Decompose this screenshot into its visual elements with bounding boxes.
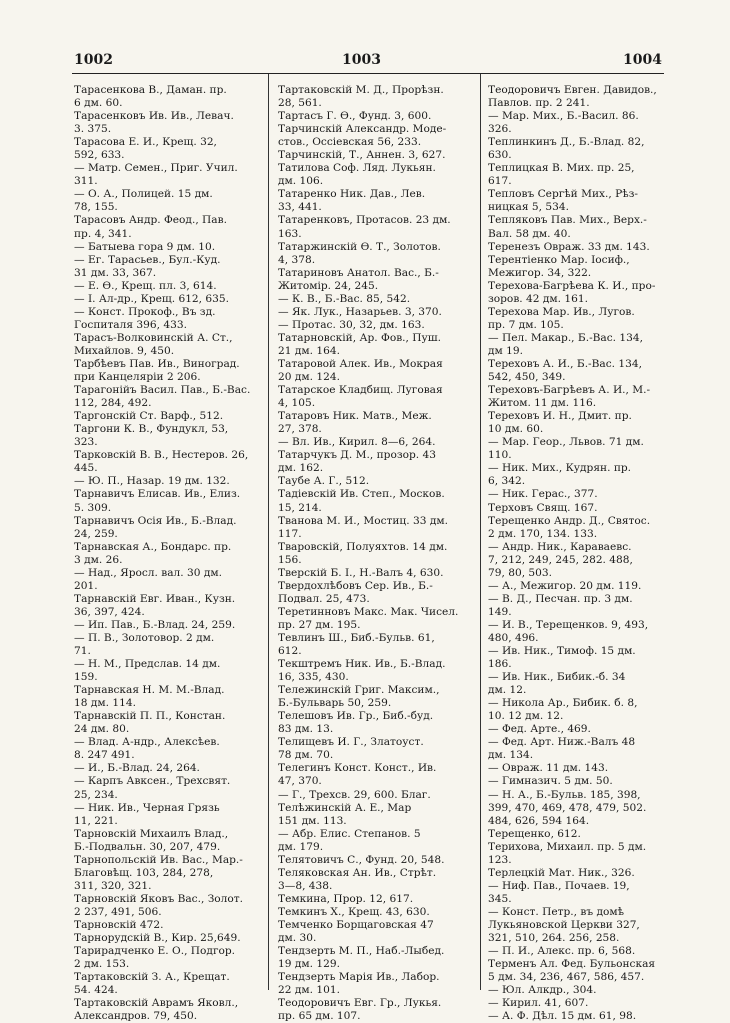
directory-entry-line: 6 дм. 60. [74,97,123,110]
directory-entry-line: дм 19. [488,344,523,357]
directory-entry-line: Тарнавичъ Елисав. Ив., Елиз. [74,488,241,501]
directory-entry-line: Тарчинскій Александр. Моде- [278,123,447,136]
directory-entry-line: 21 дм. 164. [278,344,340,357]
header-rule [72,73,664,74]
directory-entry-line: — Г., Трехсв. 29, 600. Благ. [278,788,431,801]
directory-entry-line: — К. В., Б.-Вас. 85, 542. [278,292,411,305]
directory-entry-line: Тарнавичъ Осія Ив., Б.-Влад. [74,514,237,527]
directory-entry-line: — Ю. П., Назар. 19 дм. 132. [74,475,230,488]
directory-entry-line: — Ниф. Пав., Почаев. 19, [488,879,630,892]
directory-entry-line: 19 дм. 129. [278,958,340,971]
directory-entry-line: Терехова Мар. Ив., Лугов. [488,305,635,318]
directory-entry-line: — Батыева гора 9 дм. 10. [74,240,216,253]
directory-entry-line: — Протас. 30, 32, дм. 163. [278,318,425,331]
directory-entry-line: 3—8, 438. [278,879,333,892]
directory-entry-line: 4, 378. [278,253,316,266]
directory-entry-line: 311, 320, 321. [74,879,152,892]
directory-entry-line: — І. Ал-др., Крещ. 612, 635. [74,292,229,305]
directory-entry-line: 484, 626, 594 164. [488,814,590,827]
directory-entry-line: Татаржинскій Ө. Т., Золотов. [278,240,441,253]
directory-entry-line: дм. 30. [278,932,317,945]
directory-entry-line: Тарковскій В. В., Нестеров. 26, [74,449,249,462]
directory-entry-line: Твердохлѣбовъ Сер. Ив., Б.- [278,579,433,592]
directory-entry-line: 8. 247 491. [74,749,135,762]
directory-entry-line: 24 дм. 80. [74,723,130,736]
directory-entry-line: 54. 424. [74,984,118,997]
directory-entry-line: Терещенко, 612. [488,827,581,840]
directory-entry-line: 480, 496. [488,631,539,644]
directory-entry-line: Лукьяновской Церкви 327, [488,919,640,931]
page-number-center: 1003 [342,52,381,68]
directory-entry-line: 24, 259. [74,527,118,540]
directory-entry-line: 78, 155. [74,201,118,214]
directory-entry-line: Тарнавская Н. М. М.-Влад. [74,684,225,697]
directory-entry-line: Тадіевскій Ив. Степ., Москов. [278,488,445,501]
directory-entry-line: — Кирил. 41, 607. [488,997,589,1010]
directory-entry-line: — Юл. Алкдр., 304. [488,984,597,997]
directory-entry-line: — Влад. А-ндр., Алексѣев. [74,736,220,749]
directory-entry-line: Темченко Борщаговская 47 [278,919,434,931]
directory-entry-line: — Над., Яросл. вал. 30 дм. [74,566,222,579]
page-number-left: 1002 [74,52,113,68]
directory-entry-line: Темкина, Прор. 12, 617. [278,892,414,905]
directory-entry-line: — Фед. Арте., 469. [488,723,591,736]
directory-entry-line: Александров. 79, 450. [74,1010,198,1023]
directory-entry-line: 5. 309. [74,501,112,514]
directory-entry-line: 2 дм. 170, 134. 133. [488,527,598,540]
directory-entry-line: 31 дм. 33, 367. [74,266,157,279]
directory-entry-line: — Н. А., Б.-Бульв. 185, 398, [488,788,641,801]
directory-entry-line: Терещенко Андр. Д., Святос. [488,514,651,527]
directory-entry-line: Тевлинъ Ш., Биб.-Бульв. 61, [278,631,435,644]
directory-entry-line: — П. И., Алекс. пр. 6, 568. [488,945,636,958]
directory-entry-line: 151 дм. 113. [278,814,347,827]
directory-entry-line: дм. 179. [278,840,324,853]
directory-entry-line: — Вл. Ив., Кирил. 8—6, 264. [278,436,436,449]
directory-entry-line: — Мар. Геор., Львов. 71 дм. [488,436,644,449]
directory-entry-line: Тарасовъ Андр. Феод., Пав. [74,214,227,227]
directory-entry-line: — Матр. Семен., Приг. Учил. [74,162,238,175]
directory-entry-line: 612. [278,645,302,658]
directory-entry-line: Тарасенковъ Ив. Ив., Левач. [74,110,234,123]
directory-entry-line: дм. 134. [488,749,534,762]
directory-entry-line: 16, 335, 430. [278,671,349,684]
directory-entry-line: 326. [488,123,512,136]
directory-entry-line: Телегинъ Конст. Конст., Ив. [278,762,437,775]
directory-entry-line: Вал. 58 дм. 40. [488,227,571,240]
directory-entry-line: Житом. 11 дм. 116. [488,397,597,410]
directory-entry-line: Подвал. 25, 473. [278,592,370,605]
directory-entry-line: — В. Д., Песчан. пр. 3 дм. [488,592,633,605]
directory-entry-line: Тереховъ А. И., Б.-Вас. 134, [488,357,642,370]
directory-entry-line: — Е. Ө., Крещ. пл. 3, 614. [74,279,217,292]
directory-entry-line: 2 237, 491, 506. [74,905,162,918]
directory-entry-line: Телѣжинскій А. Е., Мар [278,801,412,814]
directory-entry-line: — Никола Ар., Бибик. б. 8, [488,697,638,710]
directory-entry-line: Тендзерть М. П., Наб.-Лыбед. [278,945,445,958]
directory-entry-line: Таргонскій Ст. Варф., 512. [74,410,224,423]
directory-entry-line: 630. [488,149,512,162]
directory-entry-line: Тепловъ Сергѣй Мих., Рѣз- [488,188,638,201]
directory-entry-line: дм. 162. [278,462,324,475]
directory-entry-line: 345. [488,892,512,905]
directory-entry-line: — Ив. Ник., Бибик.-б. 34 [488,671,626,684]
directory-entry-line: Тарнавская А., Бондарс. пр. [74,540,232,553]
directory-entry-line: Тверскій Б. І., Н.-Валъ 4, 630. [278,566,444,579]
directory-entry-line: Тарнавскій Евг. Иван., Кузн. [74,592,236,605]
directory-entry-line: — Конст. Прокоф., Въ зд. [74,305,216,318]
directory-entry-line: Житомір. 24, 245. [278,279,379,292]
directory-entry-line: — Андр. Ник., Караваевс. [488,540,632,553]
directory-entry-line: 71. [74,645,91,658]
directory-entry-line: Тарчинскій, Т., Аннен. 3, 627. [278,149,446,162]
directory-entry-line: 3. 375. [74,123,112,136]
directory-entry-line: 4, 105. [278,397,316,410]
directory-entry-line: Терховъ Свящ. 167. [488,501,598,514]
directory-entry-line: — Овраж. 11 дм. 143. [488,762,609,775]
directory-entry-line: Теодоровичъ Евг. Гр., Лукья. [278,997,442,1010]
directory-entry-line: Терихова, Михаил. пр. 5 дм. [488,840,647,853]
directory-entry-line: — Гимназич. 5 дм. 50. [488,775,613,788]
directory-entry-line: Татарновскій, Ар. Фов., Пуш. [278,331,441,344]
directory-entry-line: — Фед. Арт. Ниж.-Валъ 48 [488,736,636,749]
directory-entry-line: Таубе А. Г., 512. [278,475,370,488]
directory-entry-line: 2 дм. 153. [74,958,130,971]
directory-entry-line: — Конст. Петр., въ домѣ [488,905,624,918]
directory-entry-line: Терехова-Багрѣева К. И., про- [488,279,656,292]
directory-entry-line: Тарновскій Яковъ Вас., Золот. [74,892,244,905]
directory-entry-line: 5 дм. 34, 236, 467, 586, 457. [488,971,645,984]
directory-entry-line: — А., Межигор. 20 дм. 119. [488,579,642,592]
directory-entry-line: 186. [488,658,512,671]
directory-entry-line: Тартаковскій Аврамъ Яковл., [74,997,239,1010]
directory-entry-line: 323. [74,436,98,449]
directory-entry-line: Тарагонійъ Васил. Пав., Б.-Вас. [74,384,251,397]
directory-entry-line: Михайлов. 9, 450. [74,344,175,357]
directory-entry-line: 123. [488,853,512,866]
directory-entry-line: Тарасова Е. И., Крещ. 32, [74,136,217,149]
directory-entry-line: 27, 378. [278,423,322,436]
directory-entry-line: — Як. Лук., Назарьев. 3, 370. [278,305,442,318]
directory-entry-line: 156. [278,553,302,566]
directory-entry-line: Телищевъ И. Г., Златоуст. [278,736,424,749]
directory-entry-line: 321, 510, 264. 256, 258. [488,932,620,945]
directory-entry-line: Тванова М. И., Мостиц. 33 дм. [278,514,448,527]
directory-entry-line: Тартаковскій М. Д., Прорѣзн. [278,84,444,96]
directory-entry-line: Тарнопольскій Ив. Вас., Мар.- [74,853,243,866]
directory-entry-line: Тваровскій, Полуяхтов. 14 дм. [278,540,448,553]
directory-entry-line: пр. 4, 341. [74,227,132,240]
directory-entry-line: 10 дм. 60. [488,423,544,436]
directory-entry-line: Межигор. 34, 322. [488,266,592,279]
directory-entry-line: — Мар. Мих., Б.-Васил. 86. [488,110,639,123]
directory-entry-line: — Пел. Макар., Б.-Вас. 134, [488,331,644,344]
directory-entry-line: — О. А., Полицей. 15 дм. [74,188,213,201]
directory-entry-line: Тендзерть Марія Ив., Лабор. [278,971,440,984]
directory-entry-line: — Ег. Тарасьев., Бул.-Куд. [74,253,221,266]
directory-entry-line: Таргони К. В., Фундукл, 53, [74,423,229,436]
directory-entry-line: Татарское Кладбищ. Луговая [278,384,443,397]
directory-entry-line: 20 дм. 124. [278,371,340,384]
directory-entry-line: 33, 441. [278,201,322,214]
directory-entry-line: 542, 450, 349. [488,371,566,384]
directory-entry-line: 47, 370. [278,775,322,788]
directory-entry-line: зоров. 42 дм. 161. [488,292,588,305]
directory-entry-line: 18 дм. 114. [74,697,136,710]
directory-entry-line: 15, 214. [278,501,322,514]
directory-entry-line: Терлецкій Мат. Ник., 326. [488,866,635,879]
directory-entry-line: Теодоровичъ Евген. Давидов., [488,84,657,96]
directory-entry-line: стов., Оссіевская 56, 233. [278,136,422,149]
directory-entry-line: Текштремъ Ник. Ив., Б.-Влад. [278,658,446,671]
directory-entry-line: 11, 221. [74,814,118,827]
directory-entry-line: Татаренковъ, Протасов. 23 дм. [278,214,451,227]
directory-entry-line: пр. 7 дм. 105. [488,318,564,331]
directory-entry-line: пр. 27 дм. 195. [278,618,361,631]
directory-entry-line: Тарасенкова В., Даман. пр. [74,84,227,96]
directory-entry-line: Татаровъ Ник. Матв., Меж. [278,410,432,423]
directory-entry-line: Благовѣщ. 103, 284, 278, [74,866,214,879]
directory-entry-line: — Абр. Елис. Степанов. 5 [278,827,421,840]
directory-entry-line: 83 дм. 13. [278,723,334,736]
directory-entry-line: Тереховъ И. Н., Дмит. пр. [488,410,632,423]
directory-entry-line: 7, 212, 249, 245, 282. 488, [488,553,633,566]
directory-entry-line: — Ник. Мих., Кудрян. пр. [488,462,632,475]
directory-entry-line: Тарнавскій П. П., Констан. [74,710,226,723]
directory-entry-line: Терменъ Ал. Фед. Бульонская [488,958,656,971]
directory-entry-line: 79, 80, 503. [488,566,553,579]
directory-entry-line: — А. Ф. Дѣл. 15 дм. 61, 98. [488,1010,637,1023]
directory-entry-line: 28, 561. [278,97,322,110]
directory-entry-line: Тартаковскій З. А., Крещат. [74,971,230,984]
column-1003 [278,84,468,1023]
directory-entry-line: Павлов. пр. 2 241. [488,97,590,110]
page-number-right: 1004 [623,52,662,68]
page-header [72,52,662,74]
directory-entry-line: 25, 234. [74,788,118,801]
directory-entry-line: — Ип. Пав., Б.-Влад. 24, 259. [74,618,236,631]
directory-entry-line: 3 дм. 26. [74,553,123,566]
directory-entry-line: 36, 397, 424. [74,605,145,618]
directory-entry-line: 311. [74,175,98,188]
directory-entry-line: 592, 633. [74,149,125,162]
directory-entry-line: — Ник. Ив., Черная Грязь [74,801,220,814]
directory-entry-line: — И., Б.-Влад. 24, 264. [74,762,200,775]
directory-entry-line: Тарбѣевъ Пав. Ив., Виноград. [74,357,240,370]
directory-entry-line: Тереховъ-Багрѣевъ А. И., М.- [488,384,651,397]
directory-entry-line: — Н. М., Предслав. 14 дм. [74,658,221,671]
directory-entry-line: 445. [74,462,98,475]
directory-entry-line: при Канцеляріи 2 206. [74,371,201,384]
directory-entry-line: Тепляковъ Пав. Мих., Верх.- [488,214,647,227]
directory-entry-line: Теляковская Ан. Ив., Стрѣт. [278,866,437,879]
directory-entry-line: — И. В., Терещенков. 9, 493, [488,618,649,631]
directory-entry-line: дм. 106. [278,175,324,188]
directory-entry-line: Телятовичъ С., Фунд. 20, 548. [278,853,445,866]
directory-entry-line: 10. 12 дм. 12. [488,710,564,723]
directory-entry-line: 201. [74,579,98,592]
directory-entry-line: 117. [278,527,302,540]
directory-entry-line: Б.-Подвальн. 30, 207, 479. [74,840,221,853]
column-divider [268,74,269,990]
directory-entry-line: пр. 65 дм. 107. [278,1010,361,1023]
directory-entry-line: 399, 470, 469, 478, 479, 502. [488,801,647,814]
directory-entry-line: Татарчукъ Д. М., прозор. 43 [278,449,436,462]
directory-entry-line: 112, 284, 492. [74,397,152,410]
directory-entry-line: Теренезъ Овраж. 33 дм. 143. [488,240,650,253]
directory-entry-line: Татаровой Алек. Ив., Мокрая [278,357,443,370]
directory-entry-line: 78 дм. 70. [278,749,334,762]
directory-entry-line: Тарновскій Михаилъ Влад., [74,827,229,840]
directory-entry-line: Теплицкая В. Мих. пр. 25, [488,162,635,175]
column-divider [480,74,481,990]
directory-entry-line: Госпиталя 396, 433. [74,318,187,331]
directory-entry-line: 6, 342. [488,475,526,488]
directory-entry-line: Тарновскій 472. [74,919,164,931]
directory-entry-line: 159. [74,671,98,684]
directory-entry-line: дм. 12. [488,684,527,697]
directory-entry-line: Теплинкинъ Д., Б.-Влад. 82, [488,136,645,149]
directory-entry-line: 110. [488,449,512,462]
directory-entry-line: Тарасъ-Волковинскій А. Ст., [74,331,233,344]
directory-entry-line: — Ив. Ник., Тимоф. 15 дм. [488,645,636,658]
directory-entry-line: Тарнорудскій В., Кир. 25,649. [74,932,241,945]
directory-entry-line: Тележинскій Григ. Максим., [278,684,440,697]
directory-entry-line: — П. В., Золотовор. 2 дм. [74,631,215,644]
directory-entry-line: Татариновъ Анатол. Вас., Б.- [278,266,439,279]
directory-entry-line: Тарирадченко Е. О., Подгор. [74,945,236,958]
directory-entry-line: Тартасъ Г. Ө., Фунд. 3, 600. [278,110,432,123]
directory-entry-line: Телешовъ Ив. Гр., Биб.-буд. [278,710,434,723]
column-1002 [74,84,264,1023]
directory-entry-line: 617. [488,175,512,188]
directory-entry-line: Татаренко Ник. Дав., Лев. [278,188,426,201]
directory-entry-line: 163. [278,227,302,240]
directory-entry-line: 22 дм. 101. [278,984,340,997]
directory-entry-line: Терентіенко Мар. Іосиф., [488,253,630,266]
directory-entry-line: — Ник. Герас., 377. [488,488,598,501]
directory-entry-line: — Карпъ Авксен., Трехсвят. [74,775,231,788]
directory-entry-line: Теретинновъ Макс. Мак. Чисел. [278,605,459,618]
column-1004 [488,84,666,1023]
directory-entry-line: Татилова Соф. Ляд. Лукьян. [278,162,436,175]
directory-entry-line: Б.-Бульварь 50, 259. [278,697,392,710]
directory-entry-line: ницкая 5, 534. [488,201,569,214]
directory-entry-line: Темкинъ Х., Крещ. 43, 630. [278,905,430,918]
directory-entry-line: 149. [488,605,512,618]
